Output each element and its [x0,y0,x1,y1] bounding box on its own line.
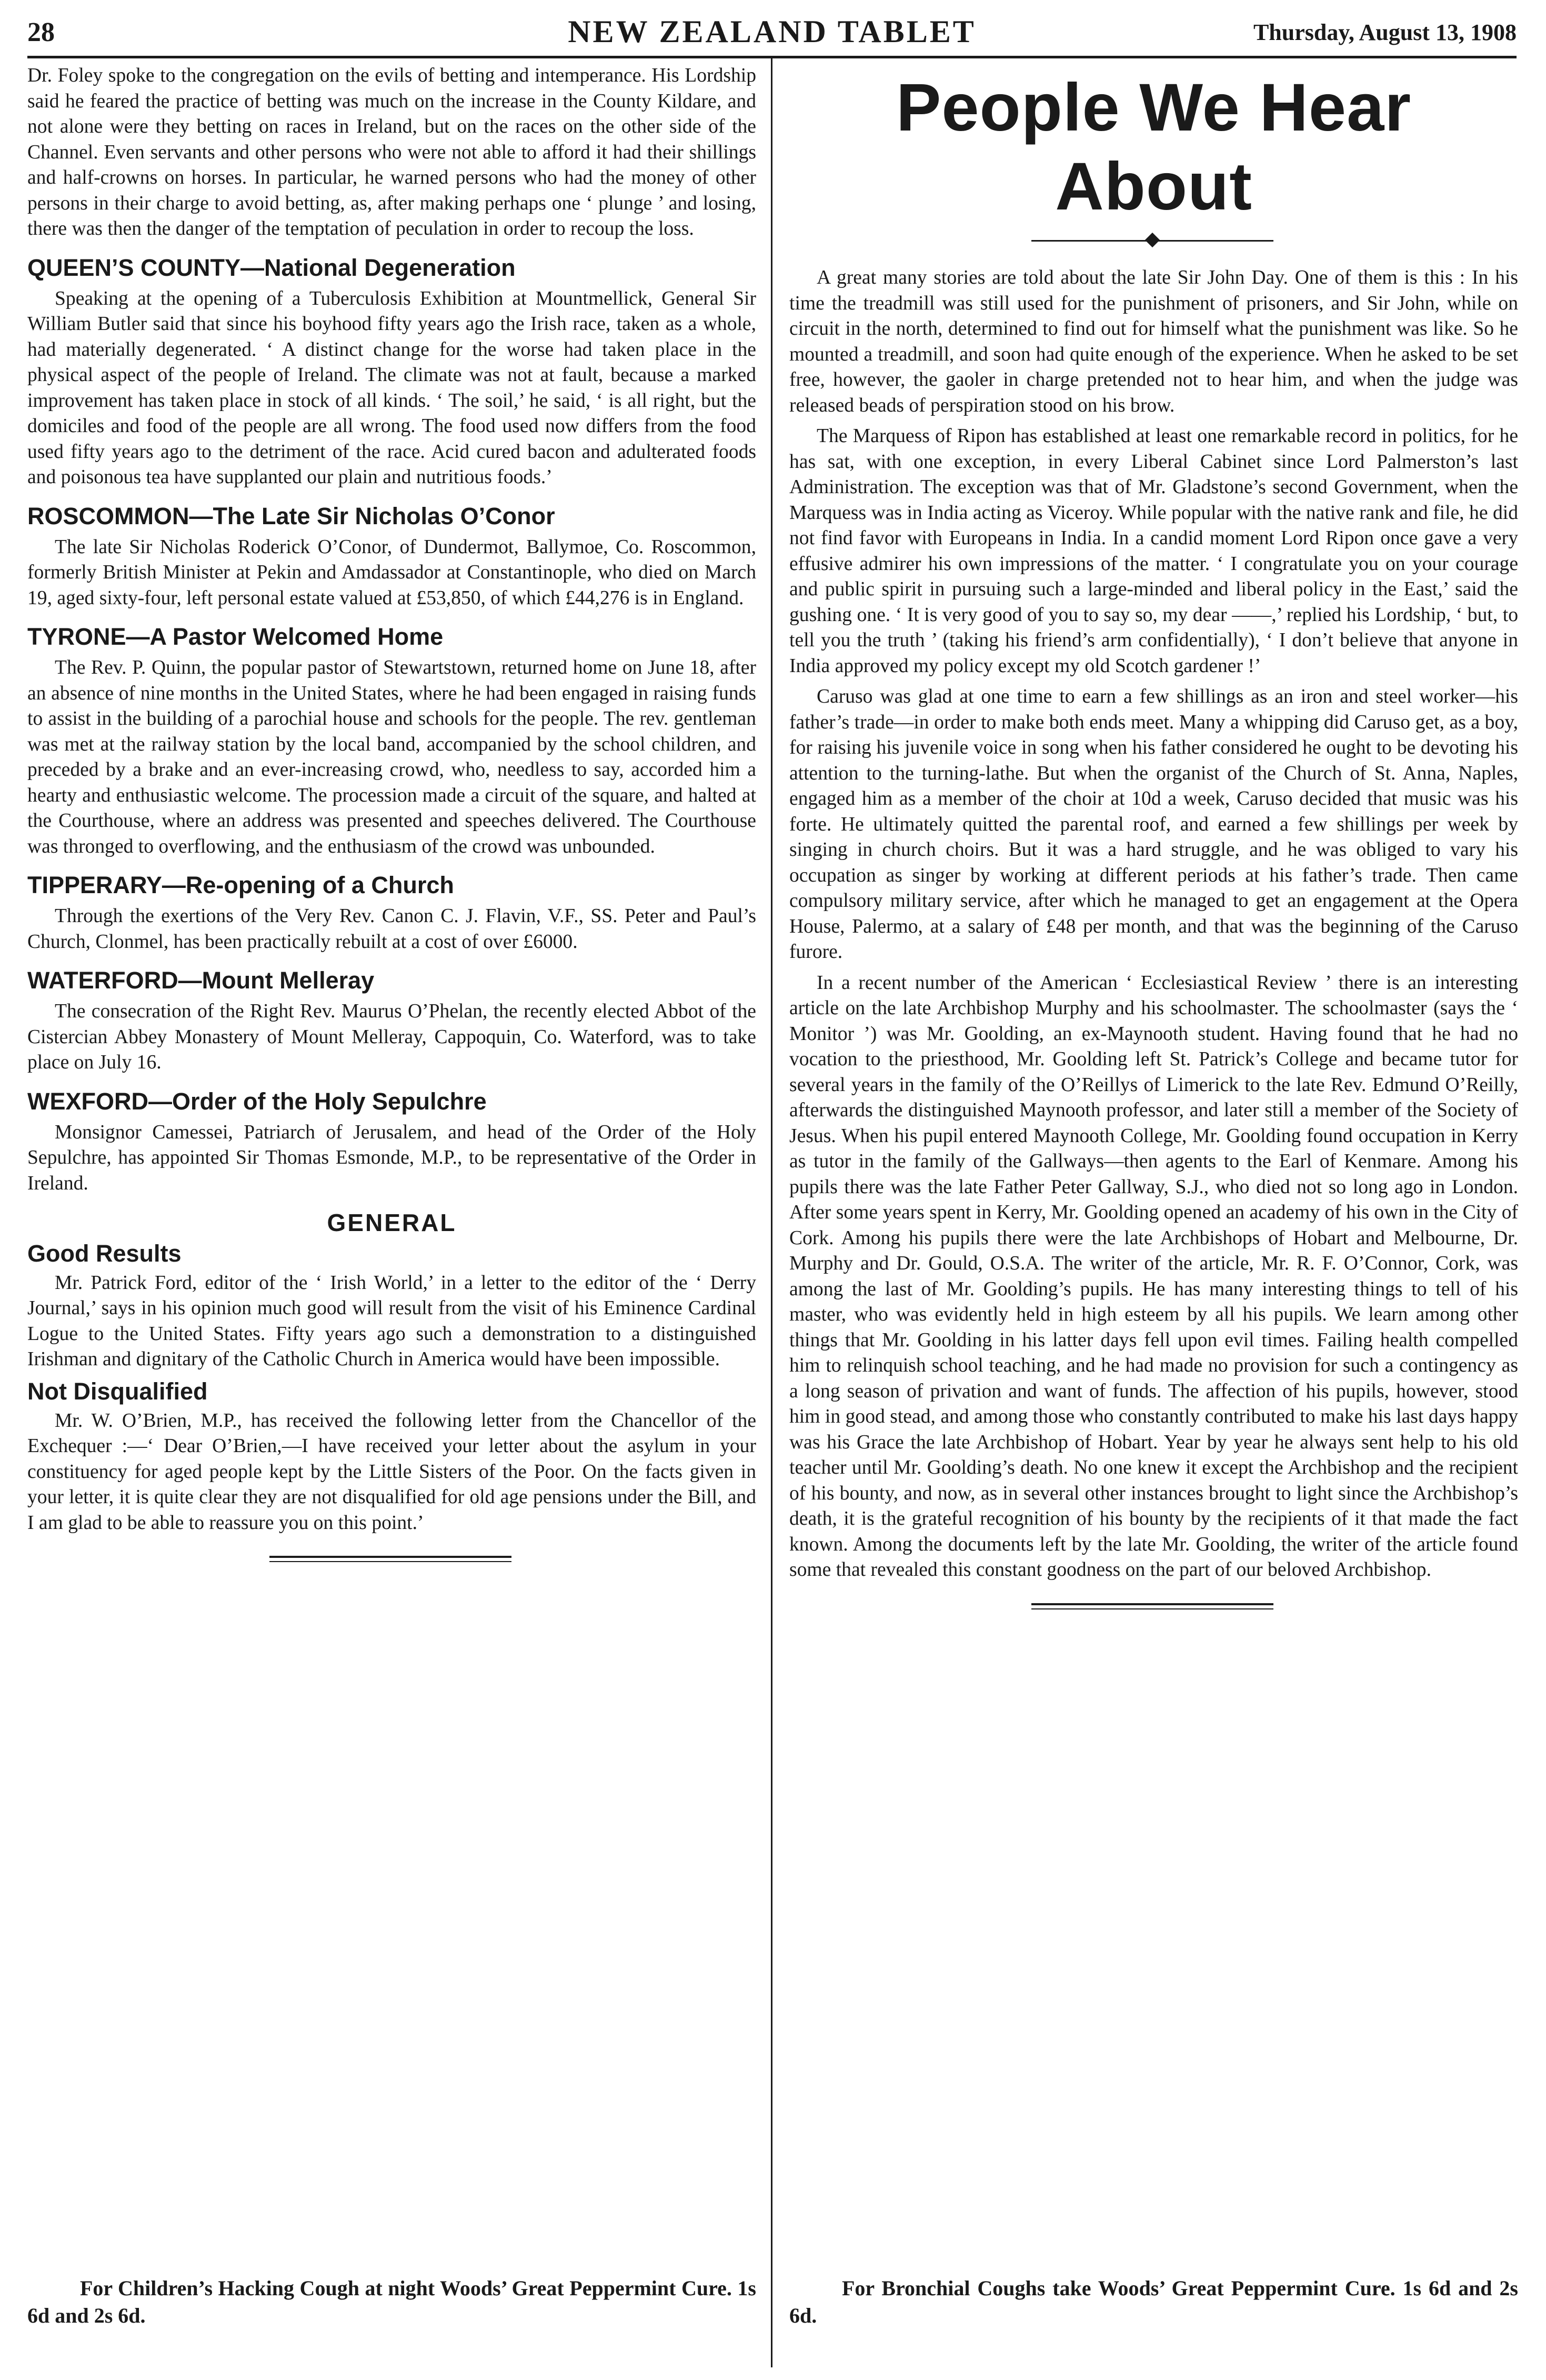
advert-right [789,2275,1518,2329]
article-paragraph: Mr. Patrick Ford, editor of the ‘ Irish World,’ in a letter to the editor of the ‘ Derry Journal,’ says in his opinion much good will result from the visit of his Eminence Cardinal Logue to the United States. Fifty years ago such a demonstration to a distinguished Irishman and dignitary of the Catholic Church in America would have been impossible. [27,1272,756,1370]
article-paragraph: In a recent number of the American ‘ Ecclesiastical Review ’ there is an interesting article on the late Archbishop Murphy and his schoolmaster. The schoolmaster (says the ‘ Monitor ’) was Mr. Goolding, an ex-Maynooth student. Having found that he had no vocation to the priesthood, Mr. Goolding left St. Patrick’s College and became tutor for several years in the family of the O’Reillys of Limerick to the late Rev. Edmund O’Reilly, afterwards the distinguished Maynooth professor, and later still a member of the Society of Jesus. When his pupil entered Maynooth College, Mr. Goolding found occupation in Kerry as tutor in the family of the Gallways—then agents to the Earl of Kenmare. Among his pupils there was the late Father Peter Gallway, S.J., who died not so long ago in London. After some years spent in Kerry, Mr. Goolding opened an academy of his own in the City of Cork. Among his pupils there were the late Archbishops of Hobart and Melbourne, Dr. Murphy and Dr. Gould, O.S.A. The writer of the article, Mr. R. F. O’Connor, Cork, was among the last of Mr. Goolding’s pupils. He has many interesting things to tell of his master, who was evidently held in high esteem by all his pupils. We learn among other things that Mr. Goolding in his latter days fell upon evil times. Failing health compelled him to relinquish school teaching, and he had made no provision for such a contingency as a long season of privation and want of funds. The affection of his pupils, however, stood him in good stead, and among those who constantly contributed to make his last days happy was his Grace the late Archbishop of Hobart. Year by year he always sent help to his old teacher until Mr. Goolding’s death. No one knew it except the Archbishop and the recipient of his bounty, and now, as in several other instances brought to light since the Archbishop’s death, it is the grateful recognition of his bounty by the recipients of it that made the fact known. Among the documents left by the late Mr. Goolding, the writer of the article found some that revealed this constant goodness on the part of our beloved Archbishop. [789,972,1518,1581]
article-paragraph: Monsignor Camessei, Patriarch of Jerusalem, and head of the Order of the Holy Sepulchre, has appointed Sir Thomas Esmonde, M.P., to be representative of the Order in Ireland. [27,1121,756,1194]
section-heading-tipperary: TIPPERARY—Re-opening of a Church [27,872,454,898]
section-heading-tyrone: TYRONE—A Pastor Welcomed Home [27,623,444,650]
article-paragraph: Mr. W. O’Brien, M.P., has received the following letter from the Chancellor of the Exchequer :—‘ Dear O’Brien,—I have received your letter about the asylum in your constituency for aged people kept by the Little Sisters of the Poor. On the facts given in your letter, it is quite clear they are not disqualified for old age pensions under the Bill, and I am glad to be able to reassure you on this point.’ [27,1409,756,1534]
intro-paragraph: Dr. Foley spoke to the congregation on the evils of betting and intemperance. His Lordship said he feared the practice of betting was much on the increase in the County Kildare, and not alone were they betting on races in Ireland, but on the races on the other side of the Channel. Even servants and other persons who were not able to afford it had their shillings and half-crowns on horses. In particular, he warned persons who had the money of other persons in their charge to avoid betting, as, after making perhaps one ‘ plunge ’ and losing, there was then the danger of the temptation of peculation in order to recoup the loss. [27,65,756,239]
section-end-rule [27,1552,756,1573]
page-number: 28 [27,17,55,47]
article-paragraph: The late Sir Nicholas Roderick O’Conor, of Dundermot, Ballymoe, Co. Roscommon, formerly British Minister at Pekin and Amdassador at Constantinople, who died on March 19, aged sixty-four, left personal estate valued at £53,850, of which £44,276 is in England. [27,536,756,609]
advert-text: For Children’s Hacking Cough at night Woods’ Great Peppermint Cure. 1s 6d and 2s 6d. [27,2276,756,2327]
article-paragraph: The Marquess of Ripon has established at least one remarkable record in politics, for he has sat, with one exception, in every Liberal Cabinet since Lord Palmerston’s last Administration. The exception was that of Mr. Gladstone’s second Government, when the Marquess was in India acting as Viceroy. While popular with the native rank and file, he did not find favor with Europeans in India. In a candid moment Lord Ripon once gave a very effusive admirer his own impressions of the matter. ‘ I congratulate you on your courage and public spirit in pursuing such a large-minded and liberal policy in the East,’ said the gushing one. ‘ It is very good of you to say so, my dear ——,’ replied his Lordship, ‘ but, to tell you the truth ’ (taking his friend’s arm confidentially), ‘ I don’t believe that anyone in India approved my policy except my old Scotch gardener !’ [789,425,1518,677]
general-heading: GENERAL [327,1209,457,1236]
article-paragraph: Speaking at the opening of a Tuberculosis Exhibition at Mountmellick, General Sir William Butler said that since his boyhood fifty years ago the Irish race, taken as a whole, had materially degenerated. ‘ A distinct change for the worse had taken place in the physical aspect of the people of Ireland. The climate was not at fault, because a marked improvement has taken place in stock of all kinds. ‘ The soil,’ he said, ‘ is all right, but the domiciles and food of the people are all wrong. The food used now differs from the food used fifty years ago to the detriment of the race. Acid cured bacon and adulterated foods and poisonous tea have supplanted our plain and nutritious foods.’ [27,287,756,488]
section-heading-wexford: WEXFORD—Order of the Holy Sepulchre [27,1087,487,1115]
subheading-not-disqualified: Not Disqualified [27,1377,208,1405]
column-divider [771,57,772,2367]
advert-left [27,2275,756,2329]
article-paragraph: Caruso was glad at one time to earn a few shillings as an iron and steel worker—his father’s trade—in order to make both ends meet. Many a whipping did Caruso get, as a boy, for raising his juvenile voice in song when his father considered he ought to be devoting his attention to the turning-lathe. But when the organist of the Church of St. Anna, Naples, engaged him as a member of the choir at 10d a week, Caruso decided that music was his forte. He ultimately quitted the parental roof, and earned a few shillings per week by singing in church choirs. But it was a hard struggle, and he was obliged to vary his occupation as singer by working at different periods at his father’s trade. Then came compulsory military service, after which he managed to get an engagement at the Opera House, Palermo, at a salary of £48 per month, and that was the beginning of the Caruso furore. [789,686,1518,963]
left-column [27,63,756,1591]
section-heading-queens-county: QUEEN’S COUNTY—National Degeneration [27,254,516,281]
right-column [789,63,1518,1638]
section-end-rule [789,1599,1518,1620]
section-heading-waterford: WATERFORD—Mount Melleray [27,967,375,994]
title-ornament [789,226,1518,256]
masthead-title: NEW ZEALAND TABLET [568,14,976,49]
article-paragraph: The Rev. P. Quinn, the popular pastor of Stewartstown, returned home on June 18, after an absence of nine months in the United States, where he had been engaged in raising funds to assist in the building of a parochial house and schools for the people. The rev. gentleman was met at the railway station by the local band, accompanied by the school children, and preceded by a brake and an ever-increasing crowd, who, needless to say, accorded him a hearty and enthusiastic welcome. The procession made a circuit of the square, and halted at the Courthouse, where an address was presented and speeches delivered. The Courthouse was thronged to overflowing, and the enthusiasm of the crowd was unbounded. [27,657,756,857]
running-head [27,12,1517,58]
advert-text: For Bronchial Coughs take Woods’ Great Peppermint Cure. 1s 6d and 2s 6d. [789,2276,1518,2327]
article-paragraph: The consecration of the Right Rev. Maurus O’Phelan, the recently elected Abbot of the Cistercian Abbey Monastery of Mount Melleray, Cappoquin, Co. Waterford, was to take place on July 16. [27,1001,756,1073]
feature-title: People We Hear About [896,70,1412,224]
section-heading-roscommon: ROSCOMMON—The Late Sir Nicholas O’Conor [27,502,555,529]
article-paragraph: Through the exertions of the Very Rev. Canon C. J. Flavin, V.F., SS. Peter and Paul’s Church, Clonmel, has been practically rebuilt at a cost of over £6000. [27,905,756,953]
issue-date: Thursday, August 13, 1908 [1253,19,1517,45]
subheading-good-results: Good Results [27,1239,182,1267]
article-paragraph: A great many stories are told about the late Sir John Day. One of them is this : In his time the treadmill was still used for the punishment of prisoners, and Sir John, while on circuit in the north, determined to find out for himself what the punishment was like. So he mounted a treadmill, and soon had quite enough of the experience. When he asked to be set free, however, the gaoler in charge pretended not to hear him, and when the judge was released beads of perspiration stood on his brow. [789,267,1518,416]
diamond-icon [1145,233,1160,247]
